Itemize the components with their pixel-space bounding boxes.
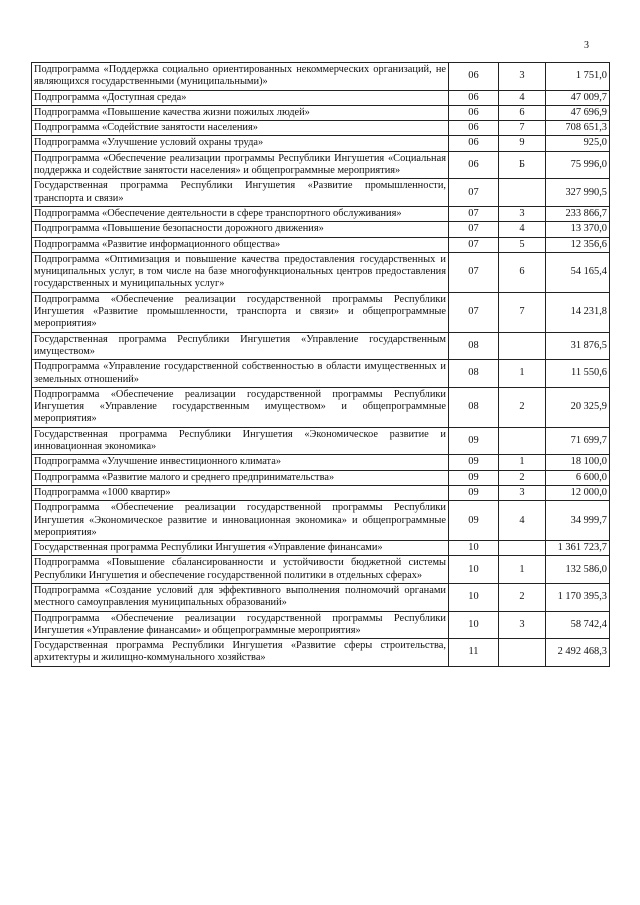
- program-code-cell: 10: [449, 611, 499, 639]
- amount-cell: 708 651,3: [546, 121, 610, 136]
- program-name-cell: Подпрограмма «Повышение качества жизни пожилых людей»: [32, 105, 449, 120]
- subprogram-number-cell: 3: [499, 63, 546, 91]
- table-body: [32, 63, 610, 667]
- program-code-cell: 09: [449, 455, 499, 470]
- program-name-cell: Подпрограмма «Развитие информационного общества»: [32, 237, 449, 252]
- subprogram-number-cell: 2: [499, 387, 546, 427]
- program-code-cell: 08: [449, 387, 499, 427]
- program-name-cell: Подпрограмма «Обеспечение реализации государственной программы Республики Ингушетия «Экономическое развитие и инновационная экономика» и общепрограммные мероприятия»: [32, 501, 449, 541]
- amount-cell: 54 165,4: [546, 252, 610, 292]
- subprogram-number-cell: 3: [499, 485, 546, 500]
- program-code-cell: 06: [449, 151, 499, 179]
- program-name-cell: Подпрограмма «Оптимизация и повышение качества предоставления государственных и муниципальных услуг, в том числе на базе многофункциональных центров предоставления государственных и муниципальных услуг»: [32, 252, 449, 292]
- amount-cell: 18 100,0: [546, 455, 610, 470]
- table-row: [32, 611, 610, 639]
- table-row: [32, 455, 610, 470]
- program-name-cell: Подпрограмма «1000 квартир»: [32, 485, 449, 500]
- program-name-cell: Государственная программа Республики Ингушетия «Управление государственным имуществом»: [32, 332, 449, 360]
- table-row: [32, 90, 610, 105]
- subprogram-number-cell: 6: [499, 105, 546, 120]
- program-code-cell: 07: [449, 292, 499, 332]
- subprogram-number-cell: 2: [499, 470, 546, 485]
- program-name-cell: Государственная программа Республики Ингушетия «Развитие промышленности, транспорта и связи»: [32, 179, 449, 207]
- amount-cell: 2 492 468,3: [546, 639, 610, 667]
- table-row: [32, 179, 610, 207]
- program-code-cell: 06: [449, 121, 499, 136]
- program-name-cell: Государственная программа Республики Ингушетия «Развитие сферы строительства, архитектуры и жилищно-коммунального хозяйства»: [32, 639, 449, 667]
- amount-cell: 34 999,7: [546, 501, 610, 541]
- program-code-cell: 07: [449, 222, 499, 237]
- table-row: [32, 136, 610, 151]
- program-code-cell: 06: [449, 90, 499, 105]
- program-name-cell: Подпрограмма «Обеспечение реализации государственной программы Республики Ингушетия «Управление государственным имуществом» и общепрограммные мероприятия»: [32, 387, 449, 427]
- subprogram-number-cell: 4: [499, 501, 546, 541]
- subprogram-number-cell: 9: [499, 136, 546, 151]
- amount-cell: 1 361 723,7: [546, 541, 610, 556]
- program-code-cell: 09: [449, 501, 499, 541]
- subprogram-number-cell: 2: [499, 583, 546, 611]
- subprogram-number-cell: 1: [499, 455, 546, 470]
- table-row: [32, 485, 610, 500]
- subprogram-number-cell: [499, 541, 546, 556]
- table-row: [32, 501, 610, 541]
- program-code-cell: 10: [449, 583, 499, 611]
- program-name-cell: Подпрограмма «Улучшение инвестиционного климата»: [32, 455, 449, 470]
- amount-cell: 1 751,0: [546, 63, 610, 91]
- subprogram-number-cell: 3: [499, 611, 546, 639]
- program-code-cell: 06: [449, 136, 499, 151]
- program-name-cell: Подпрограмма «Обеспечение реализации программы Республики Ингушетия «Социальная поддержка и содействие занятости населения» и общепрограммные мероприятия»: [32, 151, 449, 179]
- subprogram-number-cell: [499, 332, 546, 360]
- program-name-cell: Подпрограмма «Поддержка социально ориентированных некоммерческих организаций, не являющихся государственными (муниципальными)»: [32, 63, 449, 91]
- program-code-cell: 11: [449, 639, 499, 667]
- subprogram-number-cell: 7: [499, 292, 546, 332]
- amount-cell: 12 356,6: [546, 237, 610, 252]
- program-code-cell: 07: [449, 179, 499, 207]
- subprogram-number-cell: 4: [499, 90, 546, 105]
- program-name-cell: Подпрограмма «Обеспечение реализации государственной программы Республики Ингушетия «Управление финансами» и общепрограммные мероприятия»: [32, 611, 449, 639]
- table-row: [32, 470, 610, 485]
- table-row: [32, 237, 610, 252]
- amount-cell: 327 990,5: [546, 179, 610, 207]
- program-name-cell: Подпрограмма «Улучшение условий охраны труда»: [32, 136, 449, 151]
- table-row: [32, 639, 610, 667]
- program-name-cell: Подпрограмма «Содействие занятости населения»: [32, 121, 449, 136]
- amount-cell: 47 009,7: [546, 90, 610, 105]
- amount-cell: 47 696,9: [546, 105, 610, 120]
- subprogram-number-cell: [499, 427, 546, 455]
- program-code-cell: 08: [449, 332, 499, 360]
- table-row: [32, 206, 610, 221]
- program-name-cell: Подпрограмма «Обеспечение реализации государственной программы Республики Ингушетия «Развитие промышленности, транспорта и связи» и общепрограммные мероприятия»: [32, 292, 449, 332]
- table-row: [32, 387, 610, 427]
- program-code-cell: 07: [449, 237, 499, 252]
- amount-cell: 925,0: [546, 136, 610, 151]
- subprogram-number-cell: [499, 179, 546, 207]
- program-name-cell: Подпрограмма «Обеспечение деятельности в сфере транспортного обслуживания»: [32, 206, 449, 221]
- amount-cell: 31 876,5: [546, 332, 610, 360]
- table-row: [32, 222, 610, 237]
- subprogram-number-cell: 1: [499, 360, 546, 388]
- program-name-cell: Подпрограмма «Повышение безопасности дорожного движения»: [32, 222, 449, 237]
- page-number: 3: [584, 40, 589, 51]
- program-name-cell: Подпрограмма «Управление государственной собственностью в области имущественных и земельных отношений»: [32, 360, 449, 388]
- table-row: [32, 151, 610, 179]
- amount-cell: 58 742,4: [546, 611, 610, 639]
- program-code-cell: 09: [449, 470, 499, 485]
- program-name-cell: Подпрограмма «Создание условий для эффективного выполнения полномочий органами местного самоуправления муниципальных образований»: [32, 583, 449, 611]
- program-code-cell: 07: [449, 252, 499, 292]
- amount-cell: 6 600,0: [546, 470, 610, 485]
- table-row: [32, 583, 610, 611]
- amount-cell: 75 996,0: [546, 151, 610, 179]
- program-code-cell: 08: [449, 360, 499, 388]
- program-name-cell: Подпрограмма «Развитие малого и среднего предпринимательства»: [32, 470, 449, 485]
- table-row: [32, 252, 610, 292]
- program-code-cell: 10: [449, 556, 499, 584]
- table-row: [32, 332, 610, 360]
- subprogram-number-cell: 7: [499, 121, 546, 136]
- table-row: [32, 292, 610, 332]
- subprogram-number-cell: 6: [499, 252, 546, 292]
- subprogram-number-cell: Б: [499, 151, 546, 179]
- amount-cell: 12 000,0: [546, 485, 610, 500]
- subprogram-number-cell: 5: [499, 237, 546, 252]
- table-row: [32, 105, 610, 120]
- amount-cell: 132 586,0: [546, 556, 610, 584]
- table-row: [32, 556, 610, 584]
- table-row: [32, 427, 610, 455]
- amount-cell: 1 170 395,3: [546, 583, 610, 611]
- program-name-cell: Государственная программа Республики Ингушетия «Управление финансами»: [32, 541, 449, 556]
- program-code-cell: 06: [449, 105, 499, 120]
- table-row: [32, 121, 610, 136]
- table-row: [32, 63, 610, 91]
- program-name-cell: Подпрограмма «Повышение сбалансированности и устойчивости бюджетной системы Республики Ингушетия и обеспечение государственной политики в отдельных сферах»: [32, 556, 449, 584]
- program-code-cell: 09: [449, 427, 499, 455]
- subprogram-number-cell: 1: [499, 556, 546, 584]
- amount-cell: 71 699,7: [546, 427, 610, 455]
- table-row: [32, 360, 610, 388]
- subprogram-number-cell: 3: [499, 206, 546, 221]
- amount-cell: 233 866,7: [546, 206, 610, 221]
- program-code-cell: 06: [449, 63, 499, 91]
- amount-cell: 13 370,0: [546, 222, 610, 237]
- program-name-cell: Государственная программа Республики Ингушетия «Экономическое развитие и инновационная экономика»: [32, 427, 449, 455]
- amount-cell: 14 231,8: [546, 292, 610, 332]
- program-name-cell: Подпрограмма «Доступная среда»: [32, 90, 449, 105]
- amount-cell: 11 550,6: [546, 360, 610, 388]
- budget-table: [31, 62, 610, 667]
- table-row: [32, 541, 610, 556]
- program-code-cell: 07: [449, 206, 499, 221]
- subprogram-number-cell: [499, 639, 546, 667]
- amount-cell: 20 325,9: [546, 387, 610, 427]
- program-code-cell: 10: [449, 541, 499, 556]
- subprogram-number-cell: 4: [499, 222, 546, 237]
- program-code-cell: 09: [449, 485, 499, 500]
